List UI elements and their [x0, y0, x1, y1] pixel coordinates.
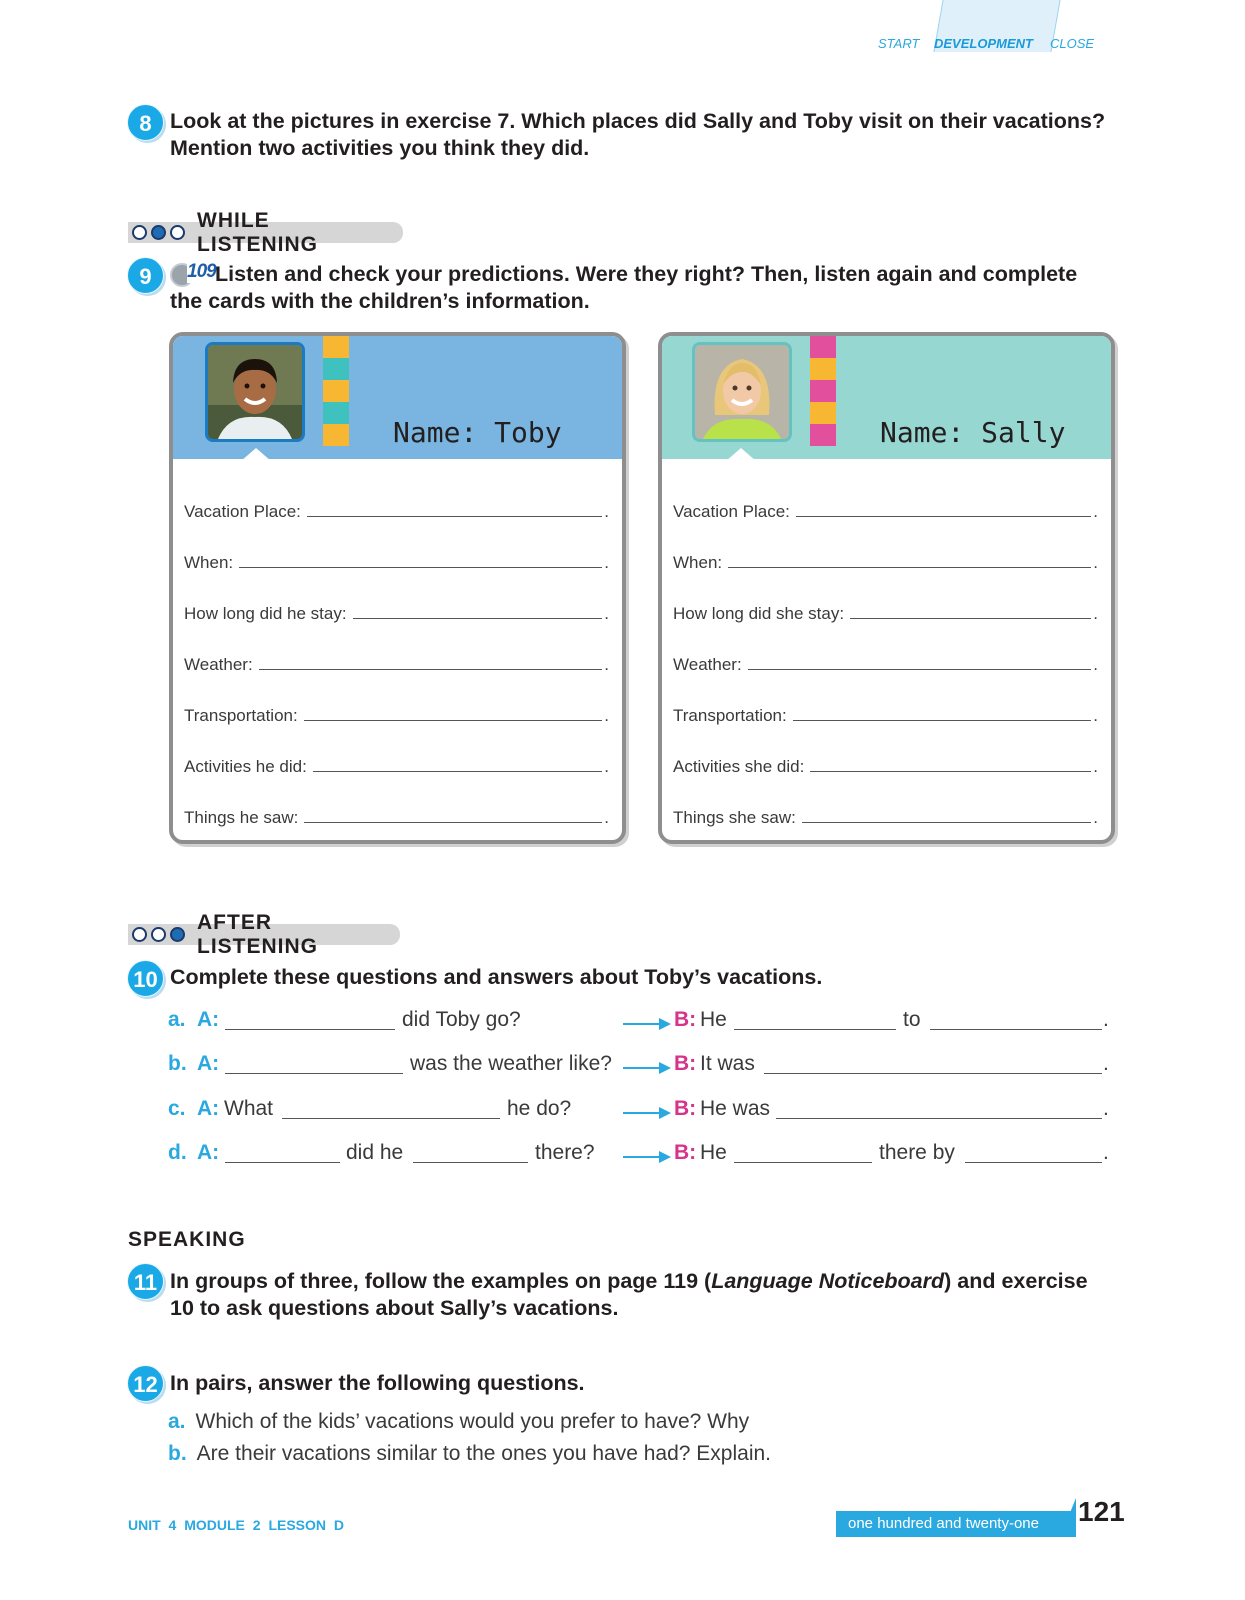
footer-tab-shape [1060, 1498, 1076, 1537]
answer-blank[interactable] [225, 1162, 340, 1163]
track-number: 109 [187, 261, 216, 282]
color-tabs [810, 336, 836, 448]
question-row-c: c. A: What he do? B: He was . [168, 1097, 1109, 1120]
dot-active-icon [151, 225, 166, 240]
field-when[interactable]: When: . [184, 553, 609, 572]
toby-name: Name: Toby [393, 416, 562, 449]
exercise-9-instruction-line1: Listen and check your predictions. Were they right? Then, listen again and complete [215, 262, 1078, 286]
field-things-seen[interactable]: Things she saw: . [673, 808, 1098, 827]
answer-blank[interactable] [734, 1162, 872, 1163]
dot-icon [132, 927, 147, 942]
card-pointer [726, 448, 756, 461]
arrow-icon [623, 1107, 671, 1119]
field-when[interactable]: When: . [673, 553, 1098, 572]
while-listening-header [128, 208, 403, 256]
field-transportation[interactable]: Transportation: . [673, 706, 1098, 725]
nav-development: DEVELOPMENT [934, 36, 1033, 51]
progress-dots [132, 225, 185, 240]
exercise-11-instruction: In groups of three, follow the examples on page 119 (Language Noticeboard) and exercise 10 to ask questions about Sally’s vacations. [170, 1269, 1088, 1320]
answer-blank[interactable] [776, 1118, 1102, 1119]
exercise-8-instruction: Look at the pictures in exercise 7. Which places did Sally and Toby visit on their vacations? Mention two activities you think they did. [170, 109, 1106, 160]
arrow-icon [623, 1151, 671, 1163]
toby-fields [184, 474, 609, 831]
sally-name: Name: Sally [880, 416, 1066, 449]
answer-blank[interactable] [734, 1029, 896, 1030]
exercise-8-number: 8 [127, 104, 164, 141]
exercise-10-number: 10 [127, 960, 164, 997]
field-weather[interactable]: Weather: . [673, 655, 1098, 674]
dot-icon [170, 225, 185, 240]
sally-photo [692, 342, 792, 442]
question-row-b: b. A: was the weather like? B: It was . [168, 1052, 1109, 1075]
question-row-a: a. A: did Toby go? B: He to . [168, 1008, 1109, 1031]
progress-dots [132, 927, 185, 942]
lesson-reference: UNIT 4 MODULE 2 LESSON D [128, 1517, 345, 1533]
field-how-long[interactable]: How long did he stay: . [184, 604, 609, 623]
arrow-icon [623, 1062, 671, 1074]
sally-info-card [658, 332, 1115, 844]
answer-blank[interactable] [282, 1118, 500, 1119]
sally-fields [673, 474, 1098, 831]
nav-close: CLOSE [1050, 36, 1095, 51]
answer-blank[interactable] [764, 1073, 1102, 1074]
dot-icon [151, 927, 166, 942]
lesson-stage-nav [870, 0, 1130, 60]
answer-blank[interactable] [413, 1162, 528, 1163]
toby-info-card [169, 332, 626, 844]
arrow-icon [623, 1018, 671, 1030]
speaking-header: SPEAKING [128, 1228, 246, 1251]
dot-icon [132, 225, 147, 240]
toby-photo [205, 342, 305, 442]
exercise-12-number: 12 [127, 1365, 164, 1402]
dot-active-icon [170, 927, 185, 942]
section-title: WHILE LISTENING [197, 208, 319, 256]
field-how-long[interactable]: How long did she stay: . [673, 604, 1098, 623]
field-weather[interactable]: Weather: . [184, 655, 609, 674]
field-vacation-place[interactable]: Vacation Place: . [673, 502, 1098, 521]
answer-blank[interactable] [965, 1162, 1102, 1163]
field-vacation-place[interactable]: Vacation Place: . [184, 502, 609, 521]
exercise-12-item-b: b. Are their vacations similar to the ones you have had? Explain. [168, 1442, 771, 1465]
section-title: AFTER LISTENING [197, 910, 319, 958]
answer-blank[interactable] [225, 1029, 395, 1030]
color-tabs [323, 336, 349, 448]
question-row-d: d. A: did he there? B: He there by . [168, 1141, 1109, 1164]
field-things-seen[interactable]: Things he saw: . [184, 808, 609, 827]
page-number: 121 [1078, 1496, 1125, 1527]
card-header [662, 336, 1111, 459]
exercise-9-number: 9 [127, 257, 164, 294]
answer-blank[interactable] [930, 1029, 1102, 1030]
field-transportation[interactable]: Transportation: . [184, 706, 609, 725]
answer-blank[interactable] [225, 1073, 403, 1074]
after-listening-header [128, 910, 400, 958]
exercise-11-number: 11 [127, 1263, 164, 1300]
nav-start: START [878, 36, 920, 51]
field-activities[interactable]: Activities she did: . [673, 757, 1098, 776]
page-number-words: one hundred and twenty-one [836, 1511, 1076, 1537]
exercise-10-instruction: Complete these questions and answers about Toby’s vacations. [170, 965, 823, 989]
card-header [173, 336, 622, 459]
exercise-12-item-a: a. Which of the kids’ vacations would you prefer to have? Why [168, 1410, 750, 1433]
exercise-9-instruction-line2: the cards with the children’s information. [170, 289, 590, 313]
field-activities[interactable]: Activities he did: . [184, 757, 609, 776]
exercise-12-instruction: In pairs, answer the following questions. [170, 1371, 585, 1395]
card-pointer [241, 448, 271, 461]
audio-track-icon[interactable] [170, 261, 216, 289]
